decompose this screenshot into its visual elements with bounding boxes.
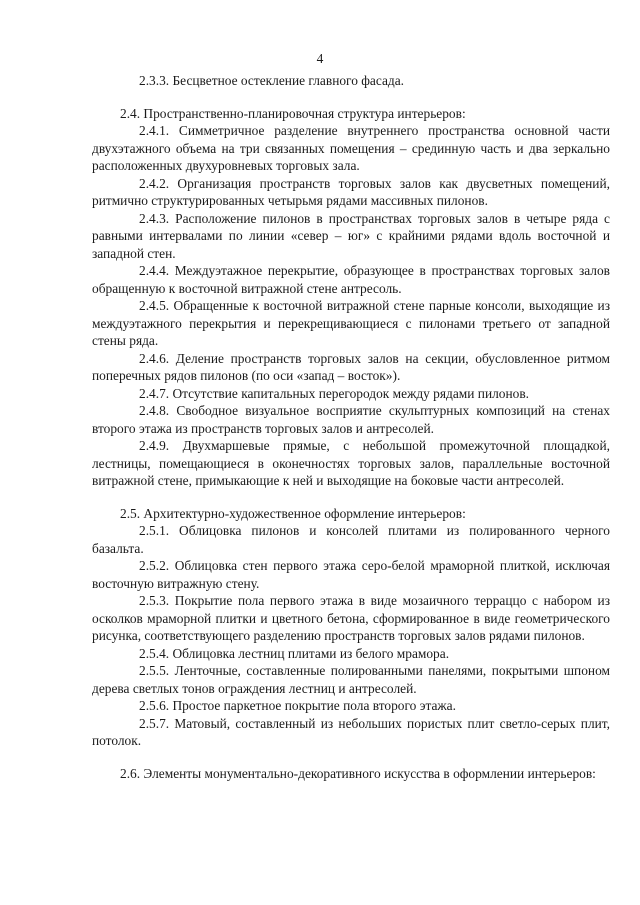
paragraph-2-5-2: 2.5.2. Облицовка стен первого этажа серо-белой мраморной плиткой, исключая восточную витражную стену. <box>92 558 610 591</box>
paragraph-2-5-1: 2.5.1. Облицовка пилонов и консолей плитами из полированного черного базальта. <box>92 523 610 556</box>
document-body <box>92 72 610 782</box>
paragraph-2-4-2: 2.4.2. Организация пространств торговых залов как двусветных помещений, ритмично структурированных четырьмя рядами массивных пилонов. <box>92 175 610 208</box>
section-heading-2-5: 2.5. Архитектурно-художественное оформление интерьеров: <box>120 505 466 521</box>
paragraph-2-4-1: 2.4.1. Симметричное разделение внутреннего пространства основной части двухэтажного объема на три связанных помещения – срединную часть и два зеркально расположенных двухуровневых торговых зала. <box>92 123 610 173</box>
paragraph-2-4-3: 2.4.3. Расположение пилонов в пространствах торговых залов в четыре ряда с равными интервалами по линии «север – юг» с крайними рядами вдоль восточной и западной стен. <box>92 210 610 261</box>
paragraph-2-4-9: 2.4.9. Двухмаршевые прямые, с небольшой промежуточной площадкой, лестницы, помещающиеся в оконечностях торговых залов, параллельные восточной витражной стене, примыкающие к ней и выходящие на боковые части антресолей. <box>92 438 610 488</box>
paragraph-2-5-6: 2.5.6. Простое паркетное покрытие пола второго этажа. <box>139 698 456 713</box>
paragraph-2-4-6: 2.4.6. Деление пространств торговых залов на секции, обусловленное ритмом поперечных рядов пилонов (по оси «запад – восток»). <box>92 350 610 383</box>
page-number: 4 <box>316 51 324 66</box>
paragraph-2-5-7: 2.5.7. Матовый, составленный из небольших пористых плит светло-серых плит, потолок. <box>92 715 610 748</box>
section-heading-2-4: 2.4. Пространственно-планировочная структура интерьеров: <box>120 105 466 121</box>
paragraph-2-5-4: 2.5.4. Облицовка лестниц плитами из белого мрамора. <box>139 645 450 661</box>
paragraph-2-5-5: 2.5.5. Ленточные, составленные полированными панелями, покрытыми шпоном дерева светлых тонов ограждения лестниц и антресолей. <box>92 663 610 696</box>
paragraph-2-4-7: 2.4.7. Отсутствие капитальных перегородок между рядами пилонов. <box>139 385 530 401</box>
paragraph-2-4-4: 2.4.4. Междуэтажное перекрытие, образующее в пространствах торговых залов обращенную к восточной витражной стене антресоль. <box>92 263 610 296</box>
paragraph-2-4-5: 2.4.5. Обращенные к восточной витражной стене парные консоли, выходящие из междуэтажного перекрытия и перекрещивающиеся с пилонами третьего от западной стены ряда. <box>92 298 610 348</box>
paragraph-2-3-3: 2.3.3. Бесцветное остекление главного фасада. <box>139 73 405 88</box>
paragraph-2-5-3: 2.5.3. Покрытие пола первого этажа в виде мозаичного терраццо с набором из осколков мраморной плитки и цветного бетона, сформированное в виде геометрического рисунка, соответствующего разделению пространств торговых залов рядами пилонов. <box>92 593 610 643</box>
section-heading-2-6: 2.6. Элементы монументально-декоративного искусства в оформлении интерьеров: <box>120 765 596 781</box>
paragraph-2-4-8: 2.4.8. Свободное визуальное восприятие скульптурных композиций на стенах второго этажа из пространств торговых залов и антресолей. <box>92 403 610 436</box>
